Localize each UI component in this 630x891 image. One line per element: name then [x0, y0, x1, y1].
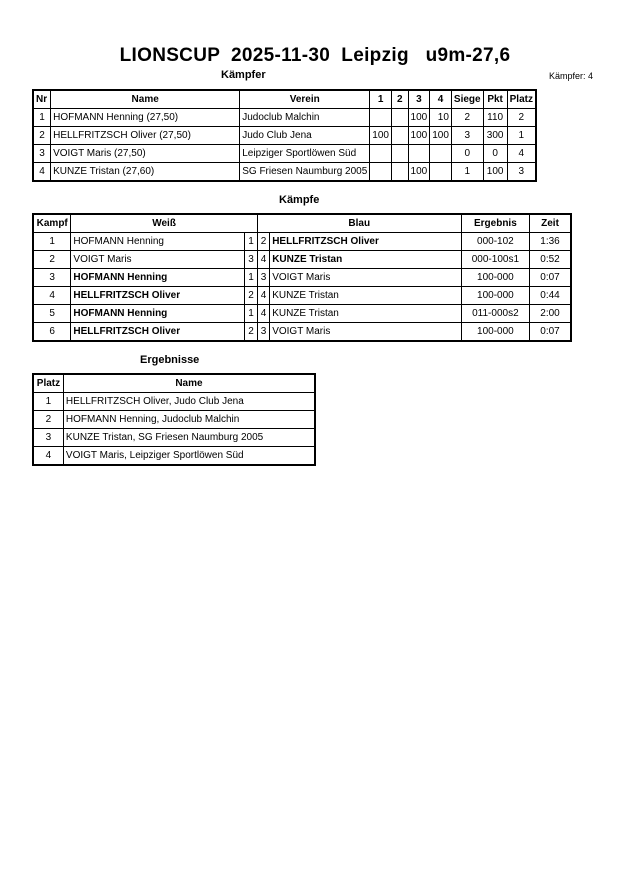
fighter-club: Judo Club Jena	[240, 127, 370, 145]
fighter-round-1	[370, 109, 392, 127]
fighter-round-4: 10	[430, 109, 452, 127]
fight-result: 000-102	[461, 233, 529, 251]
fights-header-row	[33, 214, 571, 233]
fighter-round-4: 100	[430, 127, 452, 145]
fight-time: 0:44	[530, 287, 571, 305]
fight-blue-name: VOIGT Maris	[270, 323, 462, 342]
col-header-nr: Nr	[33, 90, 51, 109]
fighter-club: Judoclub Malchin	[240, 109, 370, 127]
fight-blue-name: VOIGT Maris	[270, 269, 462, 287]
fight-time: 0:07	[530, 323, 571, 342]
table-row	[33, 305, 571, 323]
fighters-heading: Kämpfer	[221, 69, 266, 81]
fight-result: 011-000s2	[461, 305, 529, 323]
fight-time: 0:07	[530, 269, 571, 287]
fighter-name: HELLFRITZSCH Oliver (27,50)	[51, 127, 240, 145]
result-name: VOIGT Maris, Leipziger Sportlöwen Süd	[63, 447, 315, 466]
results-heading: Ergebnisse	[140, 354, 200, 366]
fighter-place: 3	[507, 163, 536, 182]
col-header-round-1: 1	[370, 90, 392, 109]
fighter-nr: 2	[33, 127, 51, 145]
col-header-blue: Blau	[257, 214, 461, 233]
fighter-count: Kämpfer: 4	[549, 71, 594, 81]
col-header-fight: Kampf	[33, 214, 71, 233]
fight-blue-nr: 4	[257, 251, 269, 269]
fights-heading: Kämpfe	[279, 194, 320, 206]
result-name: KUNZE Tristan, SG Friesen Naumburg 2005	[63, 429, 315, 447]
fight-white-name: HOFMANN Henning	[71, 305, 245, 323]
fight-white-nr: 1	[245, 305, 257, 323]
results-table	[32, 373, 316, 466]
fighter-round-3: 100	[408, 109, 430, 127]
fight-time: 0:52	[530, 251, 571, 269]
fighter-nr: 3	[33, 145, 51, 163]
fighter-round-1	[370, 145, 392, 163]
fight-blue-nr: 3	[257, 269, 269, 287]
fighter-name: VOIGT Maris (27,50)	[51, 145, 240, 163]
fighter-nr: 1	[33, 109, 51, 127]
results-header-row	[33, 374, 315, 393]
fight-nr: 2	[33, 251, 71, 269]
fighter-name: HOFMANN Henning (27,50)	[51, 109, 240, 127]
fights-table	[32, 213, 572, 342]
fight-result: 100-000	[461, 287, 529, 305]
table-row	[33, 287, 571, 305]
fight-white-nr: 1	[245, 269, 257, 287]
table-row	[33, 393, 315, 411]
fight-white-name: VOIGT Maris	[71, 251, 245, 269]
col-header-club: Verein	[240, 90, 370, 109]
fight-blue-name: KUNZE Tristan	[270, 305, 462, 323]
fighter-wins: 3	[451, 127, 483, 145]
fight-white-nr: 2	[245, 323, 257, 342]
fight-blue-nr: 2	[257, 233, 269, 251]
result-place: 4	[33, 447, 63, 466]
table-row	[33, 251, 571, 269]
fighters-table	[32, 89, 537, 182]
fighters-header-row	[33, 90, 536, 109]
fight-time: 2:00	[530, 305, 571, 323]
result-place: 2	[33, 411, 63, 429]
fight-blue-name: KUNZE Tristan	[270, 287, 462, 305]
fighter-nr: 4	[33, 163, 51, 182]
col-header-name: Name	[51, 90, 240, 109]
fighter-round-2	[391, 109, 408, 127]
table-row	[33, 145, 536, 163]
fighter-points: 0	[483, 145, 507, 163]
fighter-name: KUNZE Tristan (27,60)	[51, 163, 240, 182]
fighter-points: 100	[483, 163, 507, 182]
page-title: LIONSCUP 2025-11-30 Leipzig u9m-27,6	[119, 45, 511, 66]
fight-result: 000-100s1	[461, 251, 529, 269]
col-header-points: Pkt	[483, 90, 507, 109]
fight-blue-name: KUNZE Tristan	[270, 251, 462, 269]
fight-nr: 3	[33, 269, 71, 287]
fight-white-name: HELLFRITZSCH Oliver	[71, 323, 245, 342]
table-row	[33, 127, 536, 145]
fight-result: 100-000	[461, 323, 529, 342]
fight-white-name: HOFMANN Henning	[71, 233, 245, 251]
fighter-round-2	[391, 145, 408, 163]
table-row	[33, 269, 571, 287]
table-row	[33, 323, 571, 342]
fight-white-name: HOFMANN Henning	[71, 269, 245, 287]
col-header-result-name: Name	[63, 374, 315, 393]
fighter-round-1: 100	[370, 127, 392, 145]
col-header-round-2: 2	[391, 90, 408, 109]
fighter-club: Leipziger Sportlöwen Süd	[240, 145, 370, 163]
fighter-place: 2	[507, 109, 536, 127]
col-header-place: Platz	[507, 90, 536, 109]
fight-white-nr: 3	[245, 251, 257, 269]
col-header-white: Weiß	[71, 214, 257, 233]
fighter-club: SG Friesen Naumburg 2005	[240, 163, 370, 182]
result-place: 1	[33, 393, 63, 411]
fighter-round-3: 100	[408, 163, 430, 182]
fight-white-name: HELLFRITZSCH Oliver	[71, 287, 245, 305]
fight-nr: 5	[33, 305, 71, 323]
table-row	[33, 109, 536, 127]
table-row	[33, 447, 315, 466]
result-place: 3	[33, 429, 63, 447]
fight-blue-name: HELLFRITZSCH Oliver	[270, 233, 462, 251]
fighter-place: 1	[507, 127, 536, 145]
table-row	[33, 411, 315, 429]
fighter-round-1	[370, 163, 392, 182]
fight-blue-nr: 4	[257, 287, 269, 305]
fight-nr: 1	[33, 233, 71, 251]
fight-blue-nr: 4	[257, 305, 269, 323]
fight-nr: 6	[33, 323, 71, 342]
fight-white-nr: 2	[245, 287, 257, 305]
fighter-place: 4	[507, 145, 536, 163]
result-name: HOFMANN Henning, Judoclub Malchin	[63, 411, 315, 429]
fighter-round-3	[408, 145, 430, 163]
result-name: HELLFRITZSCH Oliver, Judo Club Jena	[63, 393, 315, 411]
fight-time: 1:36	[530, 233, 571, 251]
col-header-round-4: 4	[430, 90, 452, 109]
fighter-round-4	[430, 145, 452, 163]
table-row	[33, 163, 536, 182]
fighter-round-2	[391, 127, 408, 145]
table-row	[33, 429, 315, 447]
fight-nr: 4	[33, 287, 71, 305]
fighter-round-3: 100	[408, 127, 430, 145]
col-header-result: Ergebnis	[461, 214, 529, 233]
table-row	[33, 233, 571, 251]
col-header-result-place: Platz	[33, 374, 63, 393]
fighter-wins: 1	[451, 163, 483, 182]
fighter-points: 110	[483, 109, 507, 127]
fight-white-nr: 1	[245, 233, 257, 251]
col-header-wins: Siege	[451, 90, 483, 109]
col-header-time: Zeit	[530, 214, 571, 233]
fighter-points: 300	[483, 127, 507, 145]
fight-blue-nr: 3	[257, 323, 269, 342]
fighter-wins: 2	[451, 109, 483, 127]
col-header-round-3: 3	[408, 90, 430, 109]
fight-result: 100-000	[461, 269, 529, 287]
fighter-round-2	[391, 163, 408, 182]
fighter-round-4	[430, 163, 452, 182]
fighter-wins: 0	[451, 145, 483, 163]
